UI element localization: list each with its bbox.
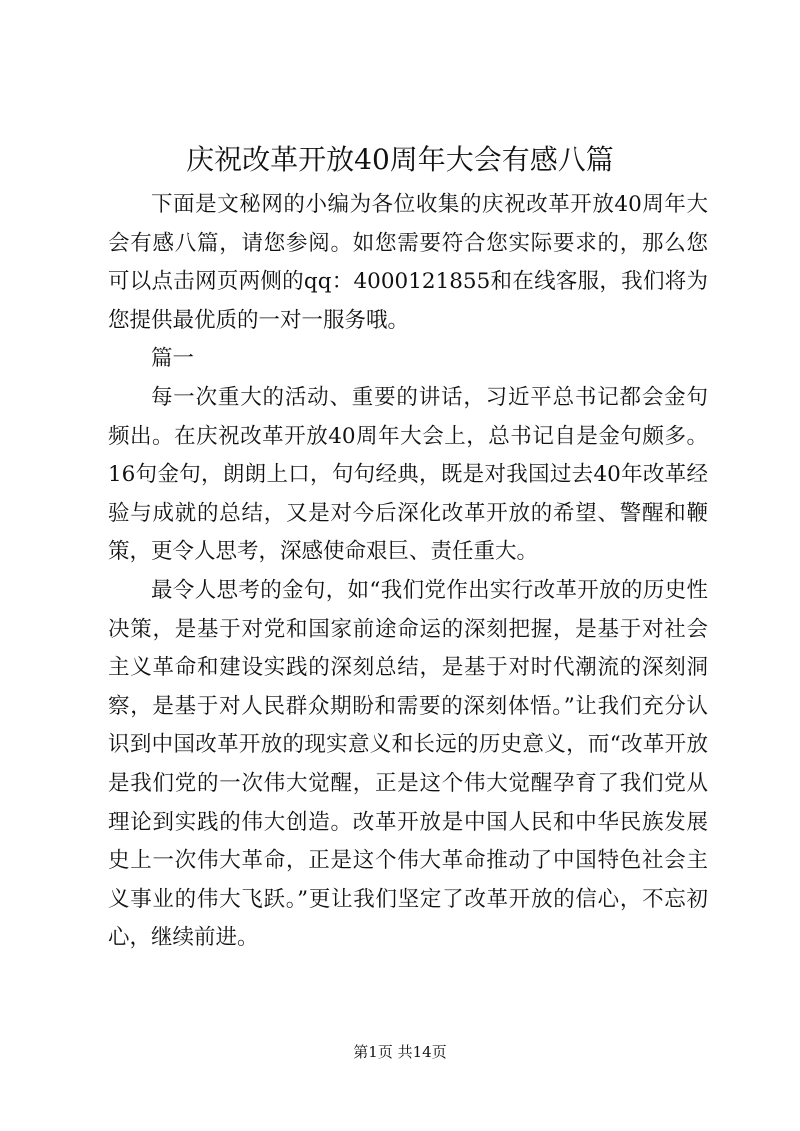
section-heading: 篇一 — [151, 346, 195, 372]
document-title: 庆祝改革开放40周年大会有感八篇 — [186, 143, 614, 176]
body-paragraph: 每一次重大的活动、重要的讲话，习近平总书记都会金句频出。在庆祝改革开放40周年大会上，总书记自是金句颇多。16句金句，朗朗上口，句句经典，既是对我国过去40年改革经验与成就的总结，又是对今后深化改革开放的希望、警醒和鞭策，更令人思考，深感使命艰巨、责任重大。 — [108, 384, 708, 565]
body-paragraph: 最令人思考的金句，如“我们党作出实行改革开放的历史性决策，是基于对党和国家前途命运的深刻把握，是基于对社会主义革命和建设实践的深刻总结，是基于对时代潮流的深刻洞察，是基于对人民群众期盼和需要的深刻体悟。”让我们充分认识到中国改革开放的现实意义和长远的历史意义，而“改革开放是我们党的一次伟大觉醒，正是这个伟大觉醒孕育了我们党从理论到实践的伟大创造。改革开放是中国人民和中华民族发展史上一次伟大革命，正是这个伟大革命推动了中国特色社会主义事业的伟大飞跃。”更让我们坚定了改革开放的信心，不忘初心，继续前进。 — [108, 577, 708, 951]
document-body — [108, 186, 708, 958]
intro-paragraph: 下面是文秘网的小编为各位收集的庆祝改革开放40周年大会有感八篇，请您参阅。如您需要符合您实际要求的，那么您可以点击网页两侧的qq：4000121855和在线客服，我们将为您提供最优质的一对一服务哦。 — [108, 192, 708, 333]
page-number-footer: 第1页 共14页 — [353, 1043, 447, 1061]
